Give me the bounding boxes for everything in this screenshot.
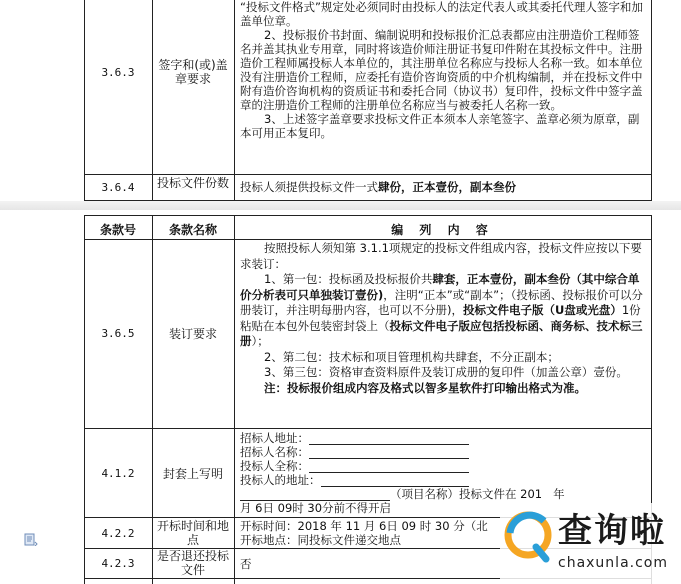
grid-line: [84, 215, 651, 216]
row-412-name: 封套上写明: [162, 467, 223, 481]
row-423-name: 是否退还投标文件: [156, 549, 229, 577]
row-412-clause: 4.1.2: [101, 467, 135, 480]
row-423-clause: 4.2.3: [101, 557, 135, 570]
row-365-p2: [240, 272, 646, 350]
row-365-p2f: 1份粘贴在本包外包装密封袋上（: [240, 303, 641, 333]
underline: [321, 474, 469, 487]
header-clause-name: 条款名称: [168, 223, 217, 237]
row-365-p4: 3、第三包：资格审查资料原件及装订成册的复印件（加盖公章）壹份。: [264, 365, 628, 379]
grid-line: [84, 174, 651, 175]
underline: [240, 488, 390, 501]
row-365-p2g: 投标文件电子版应包括投标函、商务标、技术标三册: [240, 318, 643, 348]
row-412-line: [240, 487, 646, 501]
tenderer-address-label: 招标人地址：: [240, 431, 309, 445]
tenderer-name-label: 招标人名称：: [240, 445, 309, 459]
page-break: [0, 201, 681, 210]
row-363-content: [240, 0, 645, 140]
row-365-p2c: （其中综合单价分析表可只单独装订壹份): [240, 272, 640, 302]
row-422-clause: 4.2.2: [101, 527, 135, 540]
row-365-p1: 按照投标人须知第 3.1.1项规定的投标文件组成内容，投标文件应按以下要求装订：: [240, 241, 642, 271]
watermark-logo: [500, 503, 681, 584]
grid-line: [234, 0, 235, 201]
row-365-p2b: 肆套，正本壹份，副本叁份: [432, 272, 571, 286]
row-365-clause: 3.6.5: [101, 327, 135, 340]
row-365-p2h: ）；: [251, 334, 269, 348]
row-412-line: [240, 445, 646, 459]
row-412-line: [240, 431, 646, 445]
grid-line: [84, 239, 651, 240]
row-364-clause: 3.6.4: [101, 181, 135, 194]
logo-text: 查询啦: [558, 511, 666, 551]
project-name-line: （项目名称）投标文件在 201: [390, 487, 543, 501]
row-422-name: 开标时间和地点: [156, 519, 229, 547]
grid-line: [84, 428, 651, 429]
row-365-p2d: ，注明“正本”或“副本”；（投标函、投标报价可以分册装订，并注明每册内容，也可以不分册)，: [240, 287, 643, 317]
logo-url: chaxunla.com: [558, 555, 668, 571]
row-365-p3: 2、第二包：技术标和项目管理机构共肆套，不分正副本；: [264, 349, 559, 364]
row-365-note: 注：投标报价组成内容及格式以智多星软件打印输出格式为准。: [264, 380, 586, 395]
row-363-name: 签字和(或)盖章要求: [158, 58, 228, 86]
underline: [309, 460, 469, 473]
grid-line: [651, 0, 652, 201]
row-364-content: [240, 180, 645, 194]
document-icon: [24, 533, 38, 546]
header-clause-no: 条款号: [99, 223, 136, 237]
row-364-text: 投标人须提供投标文件一式: [240, 180, 378, 194]
open-time: 开标时间：2018 年 11 月 6日 09 时 30 分（北: [240, 519, 488, 533]
row-364-name: 投标文件份数: [156, 176, 229, 190]
row-364-bold: 肆份，正本壹份，副本叁份: [378, 180, 516, 194]
row-363-p1: “投标文件格式”规定处必须同时由投标人的法定代表人或其委托代理人签字和加盖单位章。: [240, 0, 643, 28]
row-412-line: [240, 459, 646, 473]
grid-line: [152, 215, 153, 584]
grid-line: [152, 0, 153, 201]
open-time-line: 月 6日 09时 30分前不得开启: [240, 501, 392, 515]
row-412-line: [240, 473, 646, 487]
bidder-address-label: 投标人的地址：: [240, 473, 321, 487]
row-363-p3: 3、上述签字盖章要求投标文件正本须本人亲笔签字、盖章必须为原章，副本可用正本复印。: [240, 112, 640, 140]
row-365-p2a: 1、第一包：投标函及投标报价共: [264, 272, 433, 286]
year-label: 年: [553, 487, 565, 501]
row-365-p2e: 投标文件电子版（U盘或光盘）: [462, 303, 622, 317]
row-363-clause: 3.6.3: [101, 66, 135, 79]
row-365-content: [240, 241, 646, 396]
row-423-content: 否: [240, 557, 252, 571]
grid-line: [234, 215, 235, 584]
underline: [309, 432, 469, 445]
underline: [309, 446, 469, 459]
bidder-fullname-label: 投标人全称：: [240, 459, 309, 473]
header-content: 编 列 内 容: [391, 223, 494, 237]
row-365-name: 装订要求: [168, 327, 217, 341]
grid-line: [84, 0, 85, 201]
row-363-p2: 2、投标报价书封面、编制说明和投标报价汇总表都应由注册造价工程师签名并盖其执业专用章，同时将该造价师注册证书复印件附在其投标文件中。注册造价工程师属投标人本单位的，其注册单位名称应与投标人名称一致。如本单位没有注册造价工程师，应委托有造价咨询资质的中介机构编制，并在投标文件中附有造价咨询机构的资质证书和委托合同（协议书）复印件，投标文件中签字盖章的注册造价工程师的注册单位名称应当与被委托人名称一致。: [240, 28, 643, 112]
open-location: 开标地点：同投标文件递交地点: [240, 533, 401, 547]
